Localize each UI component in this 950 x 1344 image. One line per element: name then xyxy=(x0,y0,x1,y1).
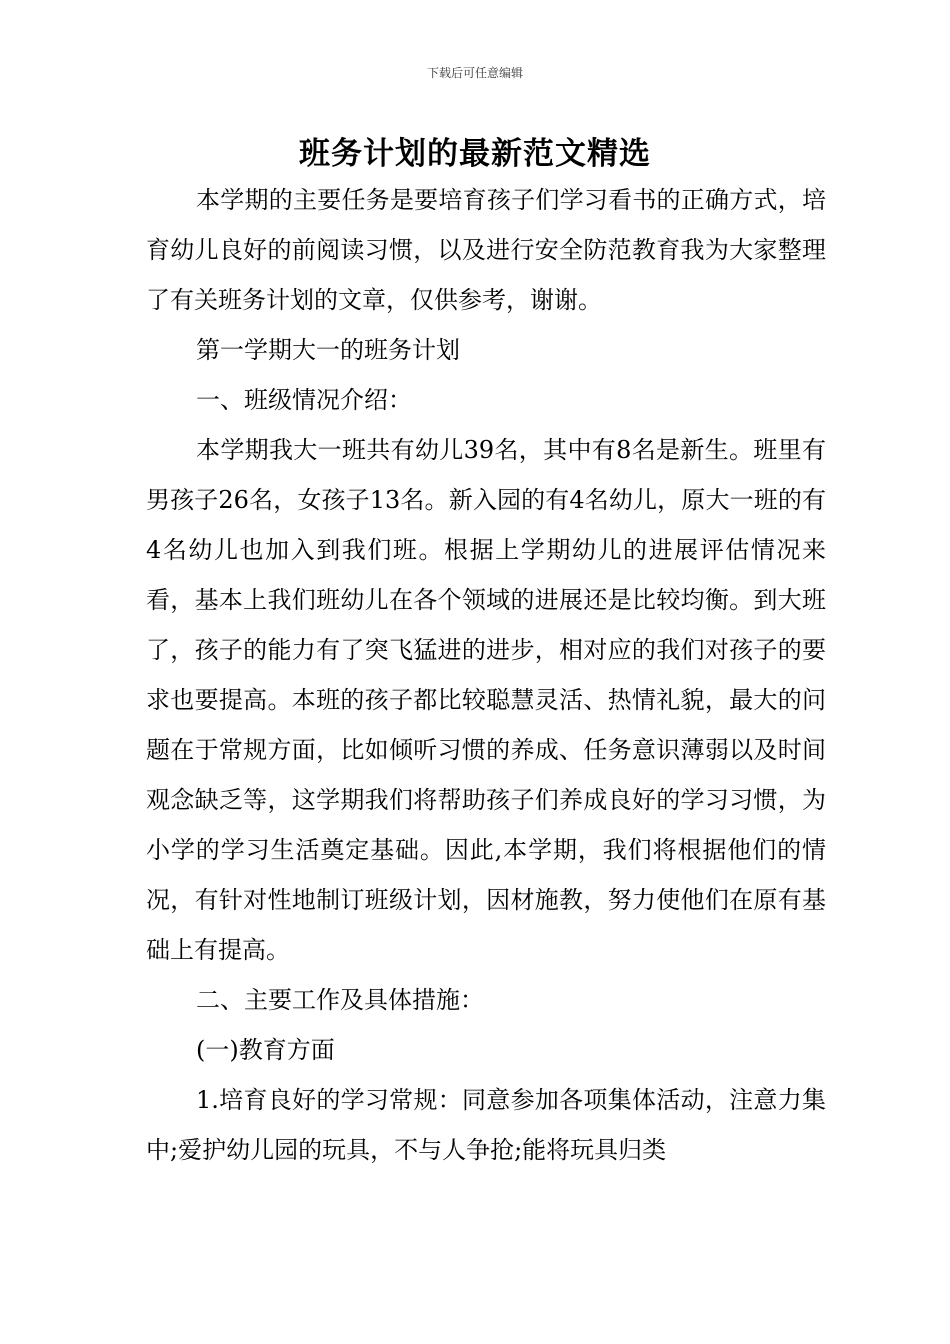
paragraph-learning-routine: 1.培育良好的学习常规：同意参加各项集体活动，注意力集中;爱护幼儿园的玩具，不与人争抢;能将玩具归类 xyxy=(146,1086,826,1164)
paragraph-intro: 本学期的主要任务是要培育孩子们学习看书的正确方式，培育幼儿良好的前阅读习惯，以及进行安全防范教育我为大家整理了有关班务计划的文章，仅供参考，谢谢。 xyxy=(146,186,826,314)
paragraph-class-situation: 本学期我大一班共有幼儿39名，其中有8名是新生。班里有男孩子26名，女孩子13名。新入园的有4名幼儿，原大一班的有4名幼儿也加入到我们班。根据上学期幼儿的进展评估情况来看，基本上我们班幼儿在各个领域的进展还是比较均衡。到大班了，孩子的能力有了突飞猛进的进步，相对应的我们对孩子的要求也要提高。本班的孩子都比较聪慧灵活、热情礼貌，最大的问题在于常规方面，比如倾听习惯的养成、任务意识薄弱以及时间观念缺乏等，这学期我们将帮助孩子们养成良好的学习习惯，为小学的学习生活奠定基础。因此,本学期，我们将根据他们的情况，有针对性地制订班级计划，因材施教，努力使他们在原有基础上有提高。 xyxy=(146,436,826,964)
document-body xyxy=(146,175,826,1175)
subsection-heading-education: (一)教育方面 xyxy=(196,1036,335,1064)
header-note: 下载后可任意编辑 xyxy=(426,66,523,80)
section-heading-1: 一、班级情况介绍： xyxy=(196,386,412,414)
section-heading-2: 二、主要工作及具体措施： xyxy=(196,986,484,1014)
document-title: 班务计划的最新范文精选 xyxy=(299,136,651,172)
paragraph-subtitle: 第一学期大一的班务计划 xyxy=(196,336,460,364)
